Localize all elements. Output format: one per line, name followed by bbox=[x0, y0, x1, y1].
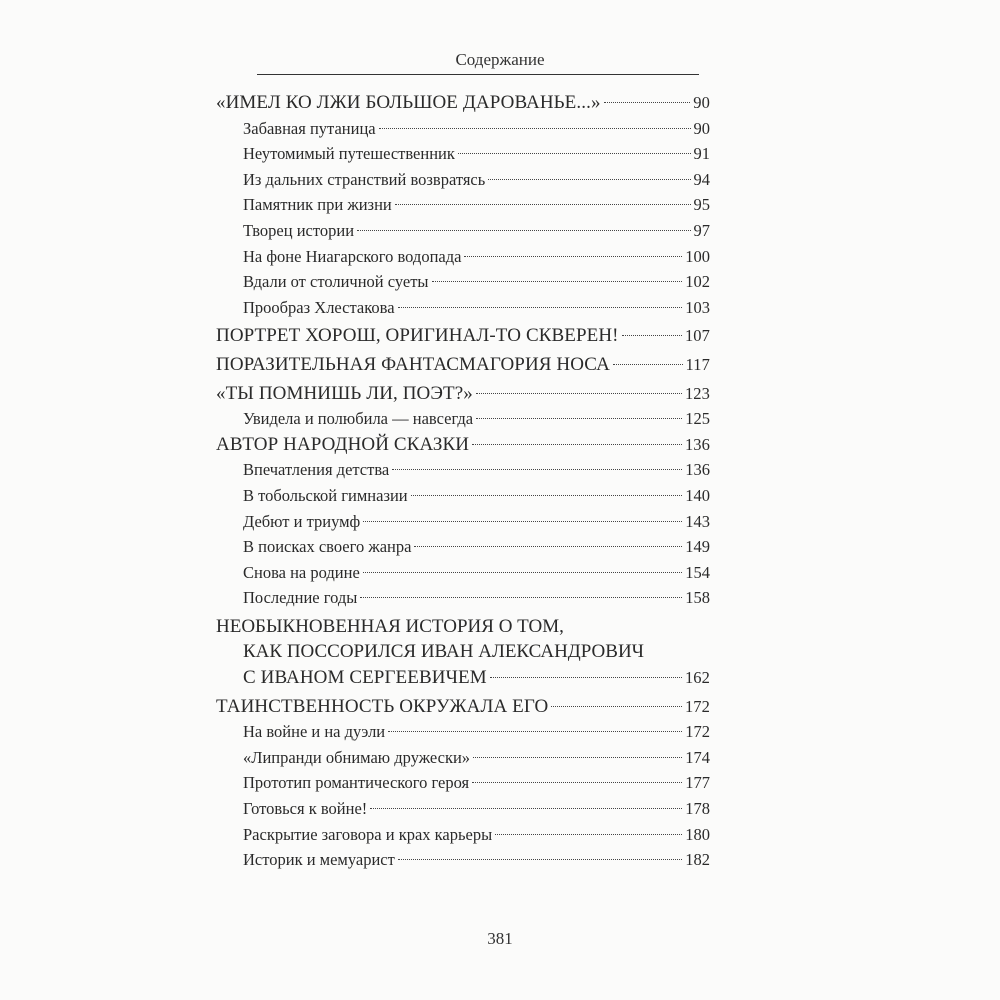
toc-page-number: 177 bbox=[685, 773, 710, 793]
dot-leader bbox=[476, 392, 682, 394]
toc-item-title: Раскрытие заговора и крах карьеры bbox=[243, 824, 493, 844]
toc-item bbox=[216, 457, 710, 483]
toc-page-number: 100 bbox=[685, 246, 710, 266]
toc-item-title: Памятник при жизни bbox=[243, 195, 392, 215]
dot-leader bbox=[613, 363, 683, 365]
toc-page-number: 90 bbox=[693, 93, 710, 112]
toc-item-title: Историк и мемуарист bbox=[243, 850, 395, 870]
toc-section bbox=[216, 665, 710, 691]
dot-leader bbox=[488, 178, 690, 180]
toc-item-title: Вдали от столичной суеты bbox=[243, 272, 429, 292]
toc-section bbox=[216, 381, 710, 407]
page-number-footer: 381 bbox=[487, 929, 513, 948]
toc-section-title: «ТЫ ПОМНИШЬ ЛИ, ПОЭТ?» bbox=[216, 382, 473, 404]
toc-item bbox=[216, 244, 710, 270]
toc-item bbox=[216, 822, 710, 848]
table-of-contents bbox=[216, 90, 710, 873]
toc-page-number: 95 bbox=[693, 195, 710, 215]
toc-item bbox=[216, 269, 710, 295]
toc-item-title: Готовься к войне! bbox=[243, 799, 368, 819]
toc-item bbox=[216, 141, 710, 167]
toc-section-title: АВТОР НАРОДНОЙ СКАЗКИ bbox=[216, 433, 470, 455]
toc-item bbox=[216, 218, 710, 244]
toc-section bbox=[216, 352, 710, 378]
dot-leader bbox=[495, 833, 682, 835]
toc-item bbox=[216, 406, 710, 432]
dot-leader bbox=[604, 101, 691, 103]
toc-item bbox=[216, 295, 710, 321]
toc-item bbox=[216, 585, 710, 611]
dot-leader bbox=[363, 520, 682, 522]
toc-item-title: Снова на родине bbox=[243, 562, 360, 582]
toc-page-number: 149 bbox=[685, 537, 710, 557]
toc-page-number: 182 bbox=[685, 850, 710, 870]
toc-section bbox=[216, 694, 710, 720]
toc-item bbox=[216, 509, 710, 535]
toc-item bbox=[216, 796, 710, 822]
dot-leader bbox=[476, 417, 682, 419]
toc-section-title: «ИМЕЛ КО ЛЖИ БОЛЬШОЕ ДАРОВАНЬЕ...» bbox=[216, 92, 601, 113]
toc-page-number: 90 bbox=[693, 118, 710, 138]
toc-item-title: В тобольской гимназии bbox=[243, 485, 408, 505]
toc-item-title: Увидела и полюбила — навсегда bbox=[243, 409, 474, 429]
toc-page-number: 172 bbox=[685, 722, 710, 742]
toc-page-number: 180 bbox=[685, 824, 710, 844]
toc-page-number: 172 bbox=[684, 696, 710, 716]
toc-page-number: 162 bbox=[684, 668, 710, 688]
toc-section-title: ПОРАЗИТЕЛЬНАЯ ФАНТАСМАГОРИЯ НОСА bbox=[216, 353, 610, 375]
dot-leader bbox=[370, 807, 682, 809]
toc-item bbox=[216, 192, 710, 218]
toc-item bbox=[216, 167, 710, 193]
dot-leader bbox=[490, 676, 682, 678]
dot-leader bbox=[398, 306, 683, 308]
toc-item-title: В поисках своего жанра bbox=[243, 537, 412, 557]
toc-page-number: 103 bbox=[685, 297, 710, 317]
toc-item-title: «Липранди обнимаю дружески» bbox=[243, 747, 471, 767]
toc-section-title-line: С ИВАНОМ СЕРГЕЕВИЧЕМ bbox=[243, 667, 487, 689]
toc-item bbox=[216, 719, 710, 745]
toc-page-number: 125 bbox=[685, 409, 710, 429]
dot-leader bbox=[357, 229, 690, 231]
dot-leader bbox=[363, 571, 682, 573]
toc-item-title: Дебют и триумф bbox=[243, 511, 361, 531]
dot-leader bbox=[379, 127, 691, 129]
toc-item bbox=[216, 116, 710, 142]
dot-leader bbox=[411, 494, 683, 496]
toc-item bbox=[216, 483, 710, 509]
toc-page-number: 140 bbox=[685, 485, 710, 505]
toc-page-number: 158 bbox=[685, 588, 710, 608]
dot-leader bbox=[388, 730, 682, 732]
toc-item bbox=[216, 847, 710, 873]
toc-section bbox=[216, 432, 710, 458]
toc-page-number: 174 bbox=[685, 747, 710, 767]
dot-leader bbox=[432, 280, 683, 282]
toc-page-number: 123 bbox=[684, 383, 710, 403]
toc-section-title: ТАИНСТВЕННОСТЬ ОКРУЖАЛА ЕГО bbox=[216, 695, 549, 717]
toc-page-number: 107 bbox=[684, 326, 710, 346]
toc-item-title: Последние годы bbox=[243, 588, 358, 608]
toc-page-number: 97 bbox=[693, 220, 710, 240]
toc-item-title: На фоне Ниагарского водопада bbox=[243, 246, 462, 266]
dot-leader bbox=[464, 255, 682, 257]
toc-item-title: Забавная путаница bbox=[243, 118, 376, 138]
running-header: Содержание bbox=[455, 50, 545, 69]
dot-leader bbox=[472, 443, 682, 445]
dot-leader bbox=[392, 468, 682, 470]
toc-item-title: Прообраз Хлестакова bbox=[243, 297, 395, 317]
dot-leader bbox=[360, 596, 682, 598]
toc-page-number: 136 bbox=[685, 460, 710, 480]
dot-leader bbox=[472, 781, 682, 783]
toc-item-title: Творец истории bbox=[243, 220, 355, 240]
toc-page-number: 178 bbox=[685, 799, 710, 819]
toc-item-title: Неутомимый путешественник bbox=[243, 144, 455, 164]
dot-leader bbox=[395, 203, 691, 205]
toc-section-title-line: НЕОБЫКНОВЕННАЯ ИСТОРИЯ О ТОМ, bbox=[216, 615, 564, 637]
toc-item bbox=[216, 534, 710, 560]
dot-leader bbox=[551, 705, 682, 707]
dot-leader bbox=[458, 152, 691, 154]
toc-item bbox=[216, 560, 710, 586]
dot-leader bbox=[398, 858, 682, 860]
toc-page-number: 102 bbox=[685, 272, 710, 292]
dot-leader bbox=[414, 545, 682, 547]
toc-item bbox=[216, 745, 710, 771]
toc-item-title: Впечатления детства bbox=[243, 460, 390, 480]
toc-item bbox=[216, 770, 710, 796]
toc-section-title-line: КАК ПОССОРИЛСЯ ИВАН АЛЕКСАНДРОВИЧ bbox=[243, 641, 645, 663]
toc-item-title: На войне и на дуэли bbox=[243, 722, 386, 742]
toc-page-number: 91 bbox=[693, 144, 710, 164]
toc-page-number: 143 bbox=[685, 511, 710, 531]
toc-item-title: Прототип романтического героя bbox=[243, 773, 470, 793]
dot-leader bbox=[622, 334, 682, 336]
dot-leader bbox=[473, 756, 682, 758]
toc-page-number: 117 bbox=[685, 354, 710, 374]
toc-section bbox=[216, 90, 710, 116]
toc-page-number: 136 bbox=[684, 434, 710, 454]
header-rule bbox=[257, 74, 699, 75]
toc-item-title: Из дальних странствий возвратясь bbox=[243, 169, 486, 189]
toc-section-title: ПОРТРЕТ ХОРОШ, ОРИГИНАЛ-ТО СКВЕРЕН! bbox=[216, 325, 619, 347]
toc-page-number: 154 bbox=[685, 562, 710, 582]
toc-page-number: 94 bbox=[693, 169, 710, 189]
toc-section bbox=[216, 323, 710, 349]
